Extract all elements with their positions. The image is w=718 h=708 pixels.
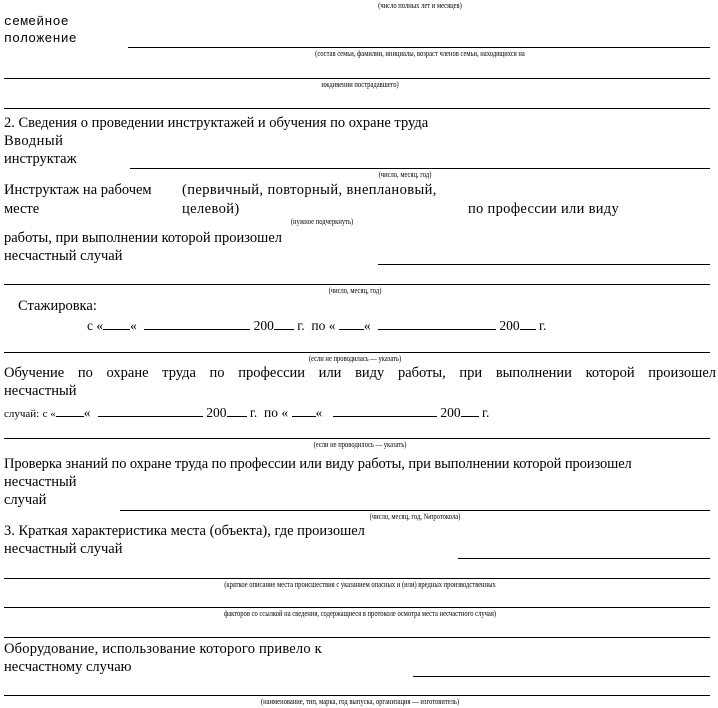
quote: « [130,318,137,333]
quote: « [315,405,323,420]
family-status-label-1: семейное [4,14,69,29]
training-field[interactable] [4,438,710,439]
internship-to-month[interactable] [378,316,496,330]
training-from-month[interactable] [98,403,203,417]
family-status-field-3[interactable] [4,108,710,109]
family-status-field-2[interactable] [4,78,710,79]
equipment-field[interactable] [413,676,710,677]
knowledge-check-field[interactable] [120,510,710,511]
family-status-field[interactable] [128,47,710,48]
training-to-day[interactable] [292,403,316,417]
section2-title: 2. Сведения о проведении инструктажей и обучения по охране труда [4,115,429,131]
date-caption-1: (число, месяц, год) [378,170,432,179]
date-protocol-caption: (число, месяц, год, №протокола) [369,512,461,521]
family-status-label-2: положение [4,31,77,46]
place-field-4[interactable] [4,637,710,638]
intro-briefing-date-field[interactable] [130,168,710,169]
workplace-briefing-label-2: месте [4,201,40,217]
year-suffix: г. [297,318,305,333]
family-caption-cont: иждивении пострадавшего) [321,80,399,89]
to-prefix: по « [311,318,336,333]
equipment-caption: (наименование, тип, марка, год выпуска, организация — изготовитель) [260,697,460,706]
training-text-2: несчастный [4,383,77,399]
date-caption-2: (число, месяц, год) [328,286,382,295]
to-prefix: по « [264,405,289,420]
year-suffix: г. [539,318,547,333]
work-text-2: несчастный случай [4,248,123,264]
case-prefix: случай: [4,408,40,420]
section3-title-1: 3. Краткая характеристика места (объекта), где произошел [4,523,365,539]
training-from-day[interactable] [56,403,84,417]
equipment-field-2[interactable] [4,695,710,696]
place-field-3[interactable] [4,607,710,608]
training-from-year[interactable] [227,403,247,417]
intro-briefing-label-1: Вводный [4,133,64,149]
workplace-briefing-field[interactable] [378,264,710,265]
briefing-types-2: целевой) [182,201,240,217]
year-prefix: 200 [440,405,461,420]
briefing-types-1: (первичный, повторный, внеплановый, [182,182,437,198]
knowledge-check-text-2: несчастный [4,474,77,490]
year-suffix: г. [482,405,490,420]
quote: « [363,318,371,333]
from-prefix: с « [42,408,56,420]
knowledge-check-text-1: Проверка знаний по охране труда по профессии или виду работы, при выполнении которой произошел [4,456,632,472]
from-prefix: с « [87,318,104,333]
work-text-1: работы, при выполнении которой произошел [4,230,282,246]
training-text-1: Обучение по охране труда по профессии или виду работы, при выполнении которой произошел [4,365,716,381]
if-not-caption-1: (если не проводилась — указать) [308,354,402,363]
place-desc-caption-cont: факторов со ссылкой на сведения, содержащиеся в протоколе осмотра места несчастного случая) [223,609,497,618]
training-to-month[interactable] [333,403,437,417]
year-prefix: 200 [499,318,520,333]
year-suffix: г. [249,405,258,420]
knowledge-check-text-3: случай [4,492,47,508]
internship-label: Стажировка: [18,298,97,314]
profession-text: по профессии или виду [468,201,620,217]
year-prefix: 200 [253,318,274,333]
section3-title-2: несчастный случай [4,541,123,557]
place-desc-caption: (краткое описание места происшествия с указанием опасных и (или) вредных производственных [224,580,496,589]
internship-to-year[interactable] [520,316,536,330]
place-field-2[interactable] [4,578,710,579]
equipment-label-2: несчастному случаю [4,659,132,675]
training-to-year[interactable] [461,403,479,417]
family-caption: (состав семьи, фамилии, инициалы, возраст членов семьи, находящихся на [315,49,525,58]
internship-from-month[interactable] [144,316,250,330]
internship-from-day[interactable] [103,316,130,330]
place-field[interactable] [458,558,710,559]
underline-caption: (нужное подчеркнуть) [290,217,354,226]
if-not-caption-2: (если не проводилось — указать) [313,440,407,449]
internship-to-day[interactable] [339,316,364,330]
workplace-briefing-date-field[interactable] [4,284,710,285]
workplace-briefing-label-1: Инструктаж на рабочем [4,182,152,198]
internship-from-year[interactable] [274,316,294,330]
age-caption: (число полных лет и месяцев) [378,1,462,10]
year-prefix: 200 [206,405,227,420]
training-row [4,403,489,423]
intro-briefing-label-2: инструктаж [4,151,77,167]
internship-row [87,316,546,334]
internship-field[interactable] [4,352,710,353]
equipment-label-1: Оборудование, использование которого привело к [4,641,322,657]
quote: « [83,405,91,420]
